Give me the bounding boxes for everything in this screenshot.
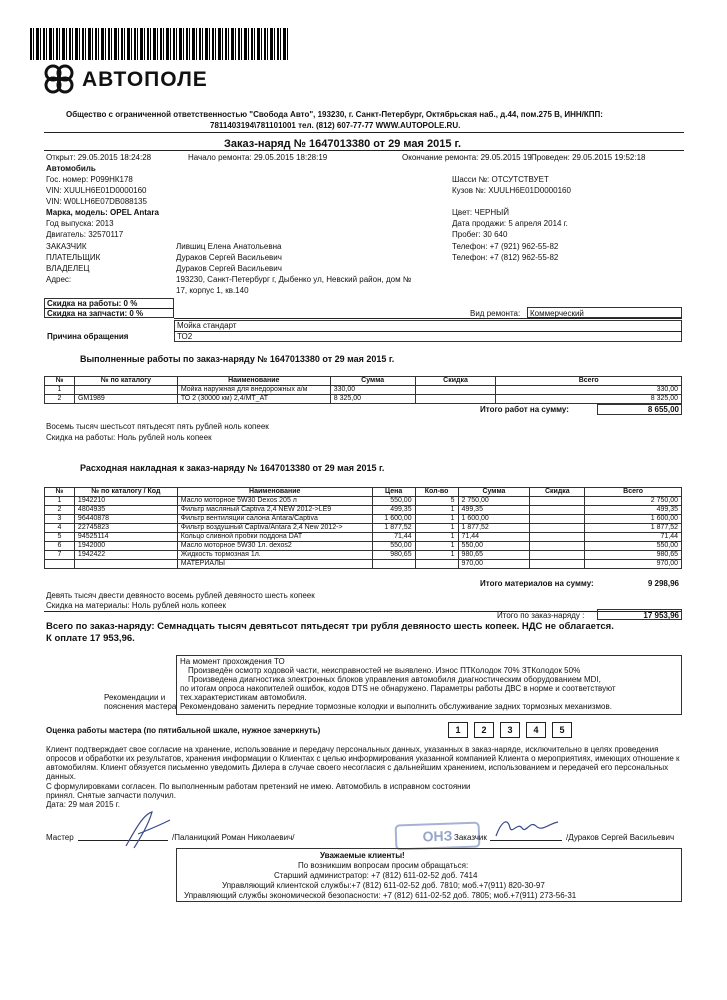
table-row — [45, 551, 682, 560]
customer-signature-icon — [492, 814, 562, 842]
table-row — [45, 506, 682, 515]
order-total-label: Итого по заказ-наряду : — [497, 611, 585, 620]
vehicle-section-label: Автомобиль — [46, 164, 96, 173]
column-header: Скидка — [530, 488, 585, 497]
cell-qty: 1 — [415, 533, 458, 542]
cell-sum: 980,65 — [458, 551, 530, 560]
cell-name: Жидкость тормозная 1л. — [177, 551, 372, 560]
cell-discount — [530, 542, 585, 551]
cell-discount — [415, 395, 496, 404]
grade-option[interactable]: 5 — [552, 722, 572, 738]
cell-name: МАТЕРИАЛЫ — [177, 560, 372, 569]
column-header: Цена — [372, 488, 415, 497]
cell-sum: 970,00 — [458, 560, 530, 569]
cell-total: 1 877,52 — [585, 524, 682, 533]
grade-option[interactable]: 2 — [474, 722, 494, 738]
cell-name: Фильтр вентиляции салона Antara/Captiva — [177, 515, 372, 524]
cell-num: 6 — [45, 542, 75, 551]
consent-line: С формулировками согласен. По выполненным работам претензий не имею. Автомобиль в исправном состоянии — [46, 782, 471, 791]
parts-total-label: Итого материалов на сумму: — [480, 579, 594, 588]
vehicle-engine: Двигатель: 32570117 — [46, 230, 124, 239]
reason-label: Причина обращения — [47, 332, 129, 341]
cell-discount — [530, 497, 585, 506]
vehicle-vin2: VIN: W0LLH6E07DB088135 — [46, 197, 147, 206]
cell-num: 4 — [45, 524, 75, 533]
cell-name: Масло моторное 5W30 1л. dexos2 — [177, 542, 372, 551]
cell-name: Масло моторное 5W30 Dexos 205 л — [177, 497, 372, 506]
consent-line: опросов и обработки их результатов, хранения информации о Клиентах с целью информирования указанной компанией Клиента о мероприятиях, имеющих отношение к — [46, 754, 680, 763]
cell-sum: 550,00 — [458, 542, 530, 551]
repair-start: Начало ремонта: 29.05.2015 18:28:19 — [188, 153, 328, 162]
autopole-logo-icon — [42, 64, 76, 94]
recommendation-line: Рекомендовано заменить передние тормозные колодки и выполнить обслуживание задних тормозных механизмов. — [180, 702, 612, 711]
stamp-icon: ОНЗ — [395, 822, 481, 851]
grade-option[interactable]: 4 — [526, 722, 546, 738]
footer-line: Старший администратор: +7 (812) 611-02-52 доб. 7414 — [274, 871, 478, 880]
consent-line: Клиент подтверждает свое согласие на хранение, использование и передачу персональных данных, указанных в заказ-наряде, исключительно в целях проведения — [46, 745, 659, 754]
cell-code: 22745823 — [74, 524, 177, 533]
cell-catalog: GM1989 — [74, 395, 177, 404]
cell-num: 1 — [45, 386, 75, 395]
cell-discount — [530, 524, 585, 533]
cell-sum: 2 750,00 — [458, 497, 530, 506]
column-header: № — [45, 377, 75, 386]
cell-discount — [530, 533, 585, 542]
cell-qty: 1 — [415, 542, 458, 551]
table-row — [45, 515, 682, 524]
cell-price: 550,00 — [372, 497, 415, 506]
footer-greeting: Уважаемые клиенты! — [320, 851, 405, 860]
cell-code: 96440878 — [74, 515, 177, 524]
column-header: Наименование — [177, 488, 372, 497]
parts-header-row — [45, 488, 682, 497]
cell-discount — [530, 560, 585, 569]
table-row — [45, 560, 682, 569]
logo-text: АВТОПОЛЕ — [82, 68, 208, 91]
cell-qty: 1 — [415, 524, 458, 533]
cell-code — [74, 560, 177, 569]
cell-sum: 1 877,52 — [458, 524, 530, 533]
vehicle-vin1: VIN: XUULH6E01D0000160 — [46, 186, 147, 195]
column-header: Наименование — [177, 377, 330, 386]
vehicle-sale-date: Дата продажи: 5 апреля 2014 г. — [452, 219, 568, 228]
cell-num: 2 — [45, 506, 75, 515]
master-signature-icon — [118, 808, 174, 850]
recommendation-line: Произведена диагностика электронных блоков управления автомобиля диагностическим оборудованием MDI, — [188, 675, 601, 684]
vehicle-plate: Гос. номер: Р099НК178 — [46, 175, 133, 184]
cell-name: ТО 2 (30000 км) 2,4/MT_AT — [177, 395, 330, 404]
cell-qty — [415, 560, 458, 569]
table-row — [45, 395, 682, 404]
cell-price: 980,65 — [372, 551, 415, 560]
consent-line: принял. Снятые запчасти получил. — [46, 791, 176, 800]
column-header: № по каталогу — [74, 377, 177, 386]
column-header: Сумма — [458, 488, 530, 497]
column-header: Всего — [496, 377, 682, 386]
cell-total: 970,00 — [585, 560, 682, 569]
consent-line: автомобилям. Клиент обязуется письменно уведомить Дилера в случае своего несогласия с дальнейшим хранением, использованием и передачей его персональных — [46, 763, 669, 772]
summary-line1: Всего по заказ-наряду: Семнадцать тысяч девятьсот пятьдесят три рубля девяносто шесть копеек. НДС не облагается. — [46, 621, 614, 632]
recommendation-line: по итогам опроса накопителей ошибок, кодов DTS не обнаружено. Параметры работы ДВС в норме и соответствуют — [180, 684, 616, 693]
column-header: № — [45, 488, 75, 497]
repair-type-value: Коммерческий — [530, 309, 584, 318]
recommendation-line: На момент прохождения ТО — [180, 657, 285, 666]
parts-table — [44, 487, 682, 569]
cell-code: 94525114 — [74, 533, 177, 542]
reason-line2: ТО2 — [177, 332, 193, 341]
cell-sum: 71,44 — [458, 533, 530, 542]
column-header: Сумма — [330, 377, 415, 386]
cell-qty: 1 — [415, 506, 458, 515]
works-header-row — [45, 377, 682, 386]
cell-price — [372, 560, 415, 569]
recommendations-label1: Рекомендации и — [104, 693, 166, 702]
cell-price: 550,00 — [372, 542, 415, 551]
customer-signature-name: /Дураков Сергей Васильевич — [566, 833, 675, 842]
cell-code: 1942422 — [74, 551, 177, 560]
cell-name: Фильтр воздушный Captiva/Antara 2,4 New 2012-> — [177, 524, 372, 533]
customer-name: Лившиц Елена Анатольевна — [176, 242, 282, 251]
cell-catalog — [74, 386, 177, 395]
table-row — [45, 497, 682, 506]
table-row — [45, 386, 682, 395]
cell-discount — [530, 551, 585, 560]
cell-total: 1 600,00 — [585, 515, 682, 524]
works-title: Выполненные работы по заказ-наряду № 1647013380 от 29 мая 2015 г. — [80, 354, 395, 364]
cell-num: 7 — [45, 551, 75, 560]
customer-signature-label: Заказчик — [454, 833, 487, 842]
company-info-line2: 7811403194\781101001 тел. (812) 607-77-77 WWW.AUTOPOLE.RU. — [210, 121, 461, 130]
barcode — [30, 28, 290, 60]
recommendation-line: тех.характеристикам автомобиля. — [180, 693, 307, 702]
opened-date: Открыт: 29.05.2015 18:24:28 — [46, 153, 152, 162]
cell-discount — [530, 506, 585, 515]
cell-name: Мойка наружная для внедорожных а/м — [177, 386, 330, 395]
payer-label: ПЛАТЕЛЬЩИК — [46, 253, 101, 262]
cell-discount — [530, 515, 585, 524]
repair-type-label: Вид ремонта: — [470, 309, 521, 318]
cell-total: 2 750,00 — [585, 497, 682, 506]
cell-num: 1 — [45, 497, 75, 506]
column-header: Всего — [585, 488, 682, 497]
cell-qty: 1 — [415, 515, 458, 524]
vehicle-model: Марка, модель: OPEL Antara — [46, 208, 159, 217]
grade-option[interactable]: 3 — [500, 722, 520, 738]
cell-price: 499,35 — [372, 506, 415, 515]
payer-phone: Телефон: +7 (812) 962-55-82 — [452, 253, 559, 262]
cell-code: 1942210 — [74, 497, 177, 506]
footer-line: Управляющий клиентской службы:+7 (812) 611-02-52 доб. 7810; моб.+7(911) 820-30-97 — [222, 881, 545, 890]
master-name: /Паланицкий Роман Николаевич/ — [172, 833, 295, 842]
grade-option[interactable]: 1 — [448, 722, 468, 738]
table-row — [45, 533, 682, 542]
summary-line2: К оплате 17 953,96. — [46, 633, 135, 644]
parts-title: Расходная накладная к заказ-наряду № 1647013380 от 29 мая 2015 г. — [80, 463, 385, 473]
parts-total: 9 298,96 — [647, 579, 679, 588]
cell-total: 71,44 — [585, 533, 682, 542]
owner-name: Дураков Сергей Васильевич — [176, 264, 282, 273]
consent-date: Дата: 29 мая 2015 г. — [46, 800, 120, 809]
works-total: 8 655,00 — [647, 405, 679, 414]
cell-total: 8 325,00 — [496, 395, 682, 404]
customer-label: ЗАКАЗЧИК — [46, 242, 87, 251]
cell-total: 330,00 — [496, 386, 682, 395]
cell-sum: 8 325,00 — [330, 395, 415, 404]
owner-label: ВЛАДЕЛЕЦ — [46, 264, 90, 273]
cell-sum: 499,35 — [458, 506, 530, 515]
vehicle-chassis: Шасси №: ОТСУТСТВУЕТ — [452, 175, 549, 184]
recommendations-label2: пояснения мастера — [104, 702, 177, 711]
column-header: Кол-во — [415, 488, 458, 497]
column-header: № по каталогу / Код — [74, 488, 177, 497]
vehicle-year: Год выпуска: 2013 — [46, 219, 114, 228]
cell-price: 71,44 — [372, 533, 415, 542]
footer-line: Управляющий службы экономической безопасности: +7 (812) 611-02-52 доб. 7805; моб.+7(911) 273-56-31 — [184, 891, 577, 900]
table-row — [45, 542, 682, 551]
cell-discount — [415, 386, 496, 395]
cell-total: 499,35 — [585, 506, 682, 515]
vehicle-color: Цвет: ЧЕРНЫЙ — [452, 208, 509, 217]
cell-sum: 330,00 — [330, 386, 415, 395]
rating-label: Оценка работы мастера (по пятибальной шкале, нужное зачеркнуть) — [46, 726, 321, 735]
parts-discount: Скидка на запчасти: 0 % — [47, 309, 144, 318]
cell-qty: 5 — [415, 497, 458, 506]
customer-phone: Телефон: +7 (921) 962-55-82 — [452, 242, 559, 251]
reason-line1: Мойка стандарт — [177, 321, 237, 330]
works-discount: Скидка на работы: 0 % — [47, 299, 138, 308]
vehicle-body: Кузов №: XUULH6E01D0000160 — [452, 186, 571, 195]
recommendation-line: Произведён осмотр ходовой части, неисправностей не выявлено. Износ ПТКолодок 70% ЗТКолодок 50% — [188, 666, 581, 675]
cell-total: 550,00 — [585, 542, 682, 551]
works-discount-words: Скидка на работы: Ноль рублей ноль копеек — [46, 433, 212, 442]
master-label: Мастер — [46, 833, 74, 842]
page-title: Заказ-наряд № 1647013380 от 29 мая 2015 г. — [224, 138, 462, 150]
cell-price: 1 877,52 — [372, 524, 415, 533]
cell-sum: 1 600,00 — [458, 515, 530, 524]
cell-num — [45, 560, 75, 569]
cell-num: 2 — [45, 395, 75, 404]
cell-name: Фильтр масляный Captiva 2,4 NEW 2012->LE9 — [177, 506, 372, 515]
cell-code: 4804935 — [74, 506, 177, 515]
company-info-line1: Общество с ограниченной ответственностью "Свобода Авто", 193230, г. Санкт-Петербург, Октябрьская наб., д.44, пом.275 В, ИНН/КПП: — [66, 110, 603, 119]
address-line1: 193230, Санкт-Петербург г, Дыбенко ул, Невский район, дом № — [176, 275, 412, 284]
consent-line: данных. — [46, 772, 76, 781]
cell-name: Кольцо сливной пробки поддона DAT — [177, 533, 372, 542]
cell-code: 1942000 — [74, 542, 177, 551]
works-total-words: Восемь тысяч шестьсот пятьдесят пять рублей ноль копеек — [46, 422, 269, 431]
cell-num: 5 — [45, 533, 75, 542]
completed-date: Проведен: 29.05.2015 19:52:18 — [531, 153, 646, 162]
vehicle-mileage: Пробег: 30 640 — [452, 230, 508, 239]
cell-qty: 1 — [415, 551, 458, 560]
address-line2: 17, корпус 1, кв.140 — [176, 286, 249, 295]
cell-price: 1 600,00 — [372, 515, 415, 524]
repair-end: Окончание ремонта: 29.05.2015 19 — [402, 153, 532, 162]
parts-discount-words: Скидка на материалы: Ноль рублей ноль копеек — [46, 601, 226, 610]
cell-num: 3 — [45, 515, 75, 524]
works-table — [44, 376, 682, 404]
parts-total-words: Девять тысяч двести девяносто восемь рублей девяносто шесть копеек — [46, 591, 315, 600]
table-row — [45, 524, 682, 533]
footer-line: По возникшим вопросам просим обращаться: — [298, 861, 469, 870]
order-total: 17 953,96 — [643, 611, 679, 620]
address-label: Адрес: — [46, 275, 72, 284]
column-header: Скидка — [415, 377, 496, 386]
works-total-label: Итого работ на сумму: — [480, 405, 569, 414]
cell-total: 980,65 — [585, 551, 682, 560]
payer-name: Дураков Сергей Васильевич — [176, 253, 282, 262]
